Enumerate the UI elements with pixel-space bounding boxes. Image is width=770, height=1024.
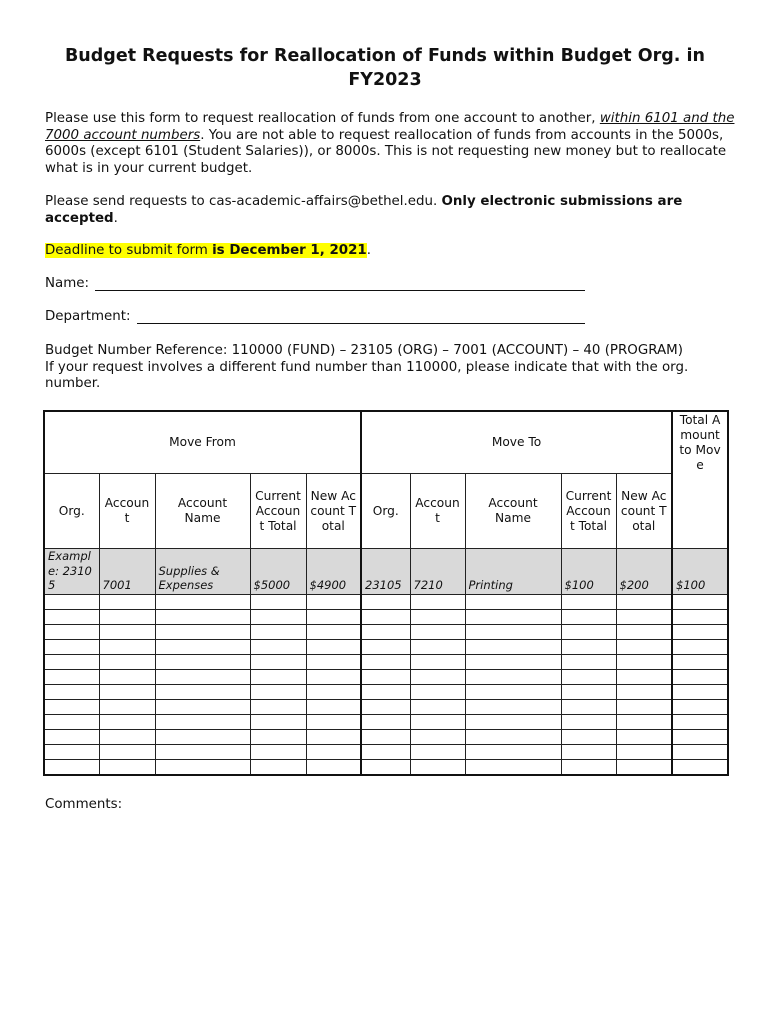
department-field[interactable]	[137, 323, 585, 324]
intro-paragraph	[45, 111, 735, 177]
total-header: Total Amount to Move	[672, 411, 728, 549]
example-from-account: 7001	[99, 549, 155, 595]
example-to-account: 7210	[410, 549, 465, 595]
name-label: Name:	[45, 276, 90, 291]
from-account-name-header: Account Name	[155, 474, 250, 549]
table-row[interactable]	[44, 714, 728, 729]
send-paragraph	[45, 194, 735, 227]
from-new-total-header: New Account Total	[306, 474, 361, 549]
deadline-text: Deadline to submit form	[45, 243, 213, 258]
example-to-name: Printing	[465, 549, 561, 595]
table-row[interactable]	[44, 729, 728, 744]
budget-reference-line1: Budget Number Reference: 110000 (FUND) – 23105 (ORG) – 7001 (ACCOUNT) – 40 (PROGRAM)	[45, 343, 683, 358]
table-row[interactable]	[44, 759, 728, 775]
move-from-header: Move From	[44, 411, 361, 474]
reallocation-table	[43, 410, 729, 776]
example-from-new: $4900	[306, 549, 361, 595]
budget-reference-line2: If your request involves a different fund number than 110000, please indicate that with the org. number.	[45, 359, 689, 392]
send-text: Please send requests to cas-academic-affairs@bethel.edu.	[45, 194, 442, 209]
to-new-total-header: New Account Total	[616, 474, 672, 549]
send-bold: Only electronic submissions are accepted	[45, 194, 683, 226]
deadline-paragraph	[45, 243, 735, 260]
page-title: Budget Requests for Reallocation of Funds within Budget Org. in FY2023	[64, 46, 706, 90]
comments-label: Comments:	[45, 797, 123, 812]
intro-text-1: Please use this form to request reallocation of funds from one account to another,	[45, 111, 600, 126]
group-header-row	[44, 411, 728, 474]
to-account-name-header: Account Name	[465, 474, 561, 549]
deadline-end: .	[366, 243, 372, 258]
table-row[interactable]	[44, 594, 728, 609]
example-from-name: Supplies & Expenses	[155, 549, 250, 595]
example-to-new: $200	[616, 549, 672, 595]
example-to-org: 23105	[361, 549, 410, 595]
from-org-header: Org.	[44, 474, 99, 549]
table-row[interactable]	[44, 654, 728, 669]
example-total: $100	[672, 549, 728, 595]
table-row[interactable]	[44, 669, 728, 684]
intro-text-2: . You are not able to request reallocation of funds from accounts in the 5000s, 6000s (except 6101 (Student Salaries)), or 8000s. This is not requesting new money but to reallocate what is in your current budget.	[45, 127, 727, 176]
column-header-row	[44, 474, 728, 549]
to-org-header: Org.	[361, 474, 410, 549]
example-row	[44, 549, 728, 595]
example-from-current: $5000	[250, 549, 306, 595]
example-from-org: Example: 23105	[44, 549, 99, 595]
from-account-header: Account	[99, 474, 155, 549]
to-account-header: Account	[410, 474, 465, 549]
table-row[interactable]	[44, 744, 728, 759]
department-label: Department:	[45, 309, 131, 324]
send-end: .	[113, 210, 118, 226]
example-to-current: $100	[561, 549, 616, 595]
from-current-total-header: Current Account Total	[250, 474, 306, 549]
deadline-date: is December 1, 2021	[212, 243, 367, 258]
table-row[interactable]	[44, 684, 728, 699]
move-to-header: Move To	[361, 411, 672, 474]
table-row[interactable]	[44, 639, 728, 654]
budget-reference	[45, 343, 735, 393]
table-row[interactable]	[44, 699, 728, 714]
intro-emphasis: within 6101 and the 7000 account numbers	[45, 111, 735, 143]
to-current-total-header: Current Account Total	[561, 474, 616, 549]
table-row[interactable]	[44, 609, 728, 624]
table-row[interactable]	[44, 624, 728, 639]
name-field[interactable]	[95, 290, 585, 291]
